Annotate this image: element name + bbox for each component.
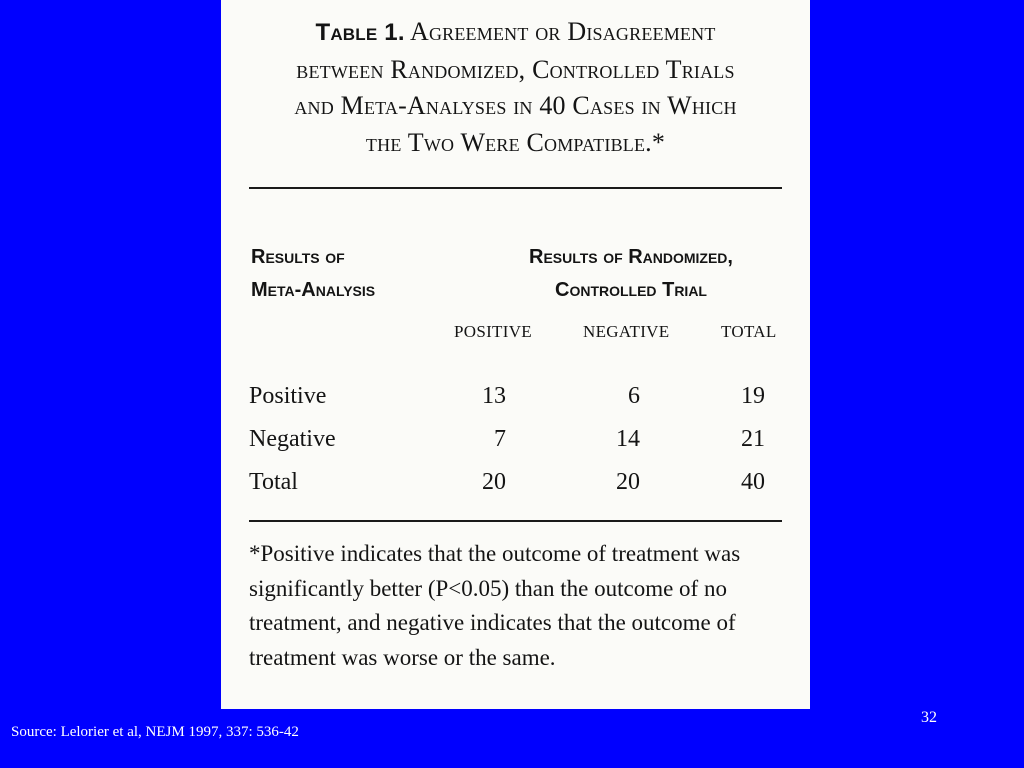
- column-header-positive: POSITIVE: [454, 322, 532, 341]
- row-header: [251, 241, 375, 307]
- table-title-line-4: the Two Were Compatible.*: [365, 127, 666, 157]
- table-title-line-3: and Meta-Analyses in 40 Cases in Which: [294, 91, 737, 120]
- cell-negative-positive: 7: [494, 426, 506, 452]
- column-header-negative: NEGATIVE: [583, 322, 670, 341]
- row-header-line-1: Results of: [251, 246, 345, 268]
- top-rule: [249, 187, 782, 189]
- cell-total-negative: 20: [616, 469, 640, 495]
- row-header-line-2: Meta-Analysis: [251, 279, 376, 301]
- table-title-lead: Table 1.: [315, 19, 405, 46]
- cell-total-total: 40: [741, 469, 765, 495]
- bottom-rule: [249, 520, 782, 522]
- cell-positive-negative: 6: [628, 383, 640, 409]
- row-label-negative: Negative: [249, 426, 336, 452]
- cell-positive-positive: 13: [482, 383, 506, 409]
- row-label-total: Total: [249, 469, 298, 495]
- column-group-header-line-2: Controlled Trial: [555, 279, 707, 301]
- cell-negative-negative: 14: [616, 426, 640, 452]
- slide-number: 32: [921, 709, 937, 726]
- cell-negative-total: 21: [741, 426, 765, 452]
- source-citation: Source: Lelorier et al, NEJM 1997, 337: 536-42: [11, 724, 299, 740]
- cell-total-positive: 20: [482, 469, 506, 495]
- column-group-header-line-1: Results of Randomized,: [529, 246, 733, 268]
- table-title-line-1: Agreement or Disagreement: [409, 17, 716, 46]
- table-scan: [221, 0, 810, 709]
- table-title: [245, 14, 786, 161]
- row-label-positive: Positive: [249, 383, 327, 409]
- cell-positive-total: 19: [741, 383, 765, 409]
- column-header-total: TOTAL: [721, 322, 777, 341]
- table-footnote: *Positive indicates that the outcome of treatment was significantly better (P<0.05) than the outcome of no treatment, and negative indicates that the outcome of treatment was worse or the same.: [249, 541, 741, 670]
- table-title-line-2: between Randomized, Controlled Trials: [296, 54, 735, 84]
- column-group-header: [481, 241, 781, 307]
